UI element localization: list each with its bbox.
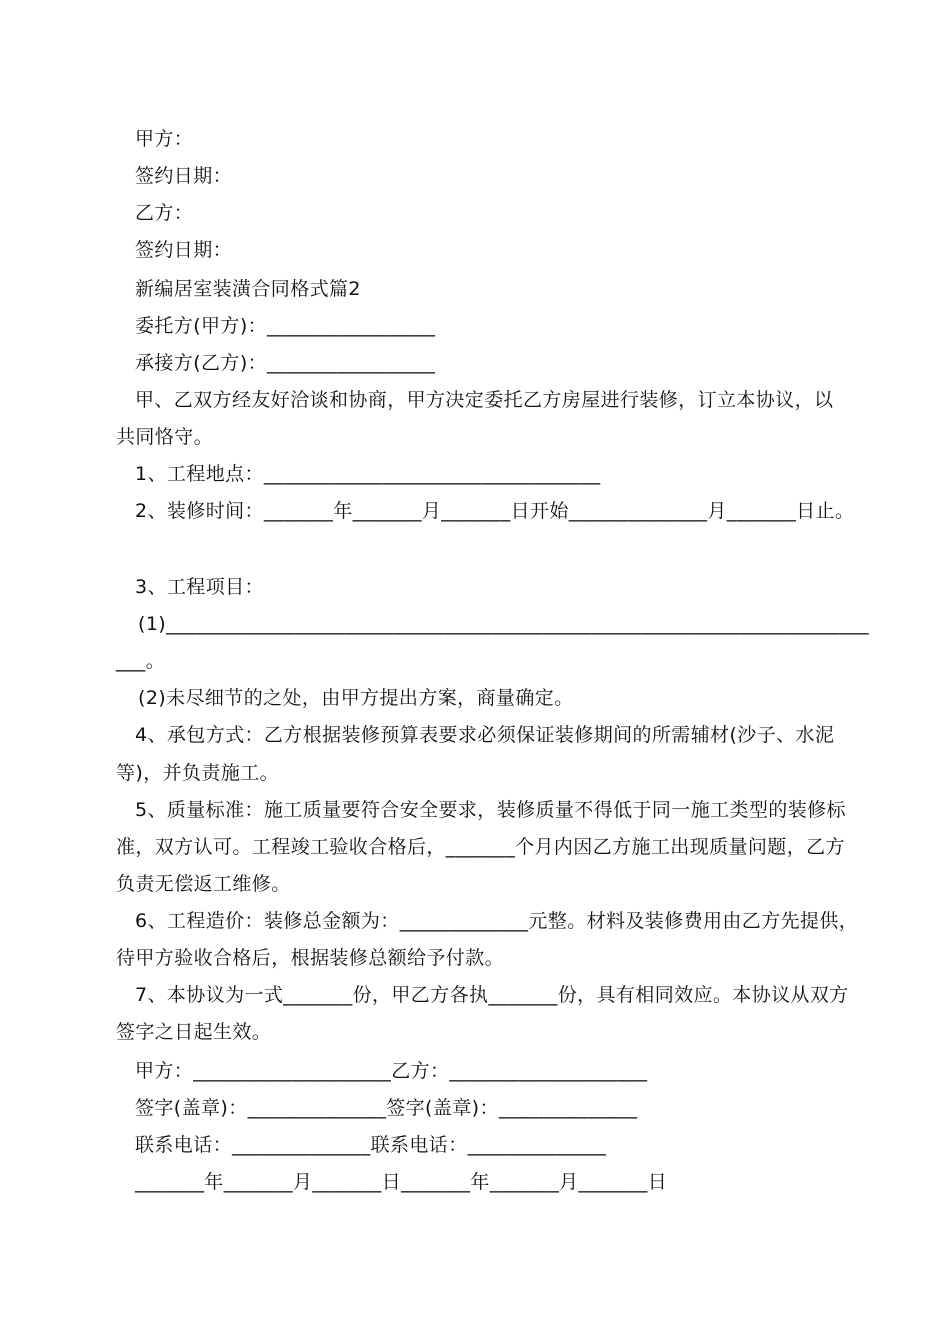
clause-4-line-2: 等)，并负责施工。 bbox=[116, 762, 280, 784]
clause-3-subitem-1-line-2: ___。 bbox=[116, 650, 166, 672]
contractor-party-line: 承接方(乙方)：_________________ bbox=[135, 352, 436, 374]
intro-line-1: 甲、乙双方经友好洽谈和协商，甲方决定委托乙方房屋进行装修，订立本协议，以 bbox=[135, 389, 834, 411]
section-title: 新编居室装潢合同格式篇2 bbox=[135, 278, 361, 300]
clause-3-subitem-1-line-1: (1)_______________________________________________________________________ bbox=[138, 613, 870, 635]
signature-parties-line: 甲方：____________________乙方：____________________ bbox=[135, 1060, 648, 1082]
clause-5-line-2: 准，双方认可。工程竣工验收合格后，_______个月内因乙方施工出现质量问题，乙方 bbox=[116, 836, 845, 858]
clause-4-line-1: 4、承包方式：乙方根据装修预算表要求必须保证装修期间的所需辅材(沙子、水泥 bbox=[135, 724, 835, 746]
clause-7-line-1: 7、本协议为一式_______份，甲乙方各执_______份，具有相同效应。本协议从双方 bbox=[135, 984, 849, 1006]
clause-6-line-2: 待甲方验收合格后，根据装修总额给予付款。 bbox=[116, 947, 505, 969]
client-party-line: 委托方(甲方)：_________________ bbox=[135, 315, 436, 337]
party-b-label: 乙方： bbox=[135, 202, 194, 224]
clause-3-subitem-2: (2)未尽细节的之处，由甲方提出方案，商量确定。 bbox=[138, 687, 574, 709]
clause-7-line-2: 签字之日起生效。 bbox=[116, 1021, 272, 1043]
clause-5-line-1: 5、质量标准：施工质量要符合安全要求，装修质量不得低于同一施工类型的装修标 bbox=[135, 799, 846, 821]
contact-phone-line: 联系电话：______________联系电话：______________ bbox=[135, 1134, 607, 1156]
signature-date-line: _______年_______月_______日_______年_______月_______日 bbox=[135, 1171, 668, 1193]
clause-5-line-3: 负责无偿返工维修。 bbox=[116, 873, 291, 895]
party-a-label: 甲方： bbox=[135, 128, 194, 150]
intro-line-2: 共同恪守。 bbox=[116, 426, 214, 448]
clause-2-duration: 2、装修时间：_______年_______月_______日开始______________月_______日止。 bbox=[135, 500, 855, 522]
clause-6-line-1: 6、工程造价：装修总金额为：_____________元整。材料及装修费用由乙方先提供， bbox=[135, 910, 859, 932]
signing-date-a-label: 签约日期： bbox=[135, 165, 233, 187]
signature-seal-line: 签字(盖章)：______________签字(盖章)：______________ bbox=[135, 1097, 638, 1119]
clause-1-location: 1、工程地点：__________________________________ bbox=[135, 463, 601, 485]
clause-3-items: 3、工程项目： bbox=[135, 576, 264, 598]
signing-date-b-label: 签约日期： bbox=[135, 239, 233, 261]
